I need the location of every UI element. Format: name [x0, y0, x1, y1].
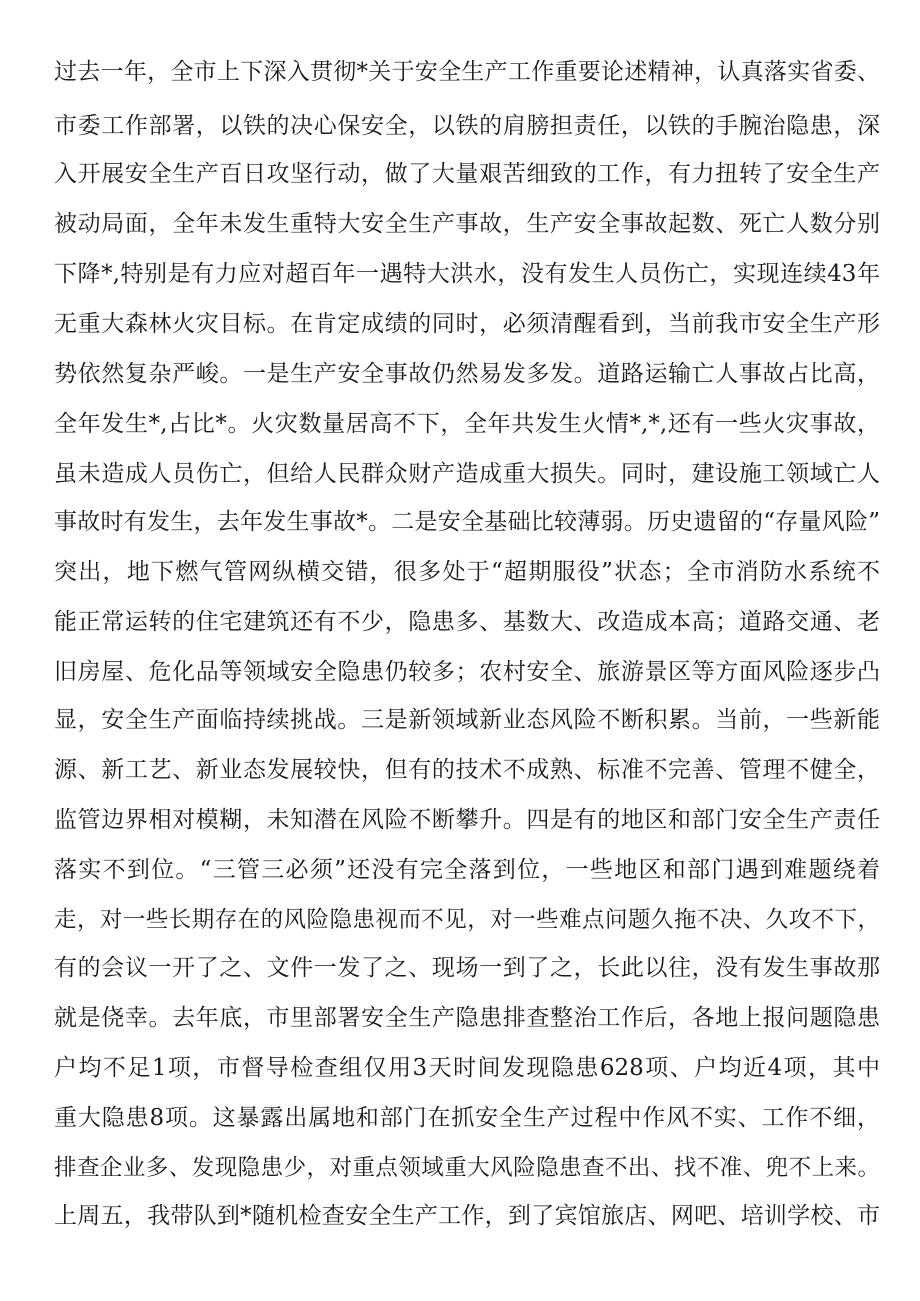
paragraph-line-13: 旧房屋、危化品等领域安全隐患仍较多；农村安全、旅游景区等方面风险逐步凸 [54, 659, 880, 685]
paragraph-line-7: 势依然复杂严峻。一是生产安全事故仍然易发多发。道路运输亡人事故占比高， [54, 361, 880, 387]
paragraph-line-20: 就是侥幸。去年底，市里部署安全生产隐患排查整治工作后，各地上报问题隐患 [54, 1005, 880, 1031]
paragraph-line-11: 突出，地下燃气管网纵横交错，很多处于“超期服役”状态；全市消防水系统不 [54, 559, 880, 585]
paragraph-line-4: 被动局面，全年未发生重特大安全生产事故，生产安全事故起数、死亡人数分别 [54, 211, 880, 237]
paragraph-line-5: 下降*,特别是有力应对超百年一遇特大洪水，没有发生人员伤亡，实现连续43年 [54, 261, 880, 287]
paragraph-line-23: 排查企业多、发现隐患少，对重点领域重大风险隐患查不出、找不准、兜不上来。 [54, 1155, 880, 1181]
paragraph-line-12: 能正常运转的住宅建筑还有不少，隐患多、基数大、改造成本高；道路交通、老 [54, 609, 880, 635]
paragraph-line-2: 市委工作部署，以铁的决心保安全，以铁的肩膀担责任，以铁的手腕治隐患，深 [54, 113, 880, 139]
paragraph-line-19: 有的会议一开了之、文件一发了之、现场一到了之，长此以往，没有发生事故那 [54, 955, 880, 981]
paragraph-line-6: 无重大森林火灾目标。在肯定成绩的同时，必须清醒看到，当前我市安全生产形 [54, 311, 880, 337]
paragraph-line-15: 源、新工艺、新业态发展较快，但有的技术不成熟、标准不完善、管理不健全， [54, 757, 880, 783]
paragraph-line-10: 事故时有发生，去年发生事故*。二是安全基础比较薄弱。历史遗留的“存量风险” [54, 509, 880, 535]
paragraph-line-14: 显，安全生产面临持续挑战。三是新领域新业态风险不断积累。当前，一些新能 [54, 707, 880, 733]
paragraph-line-18: 走，对一些长期存在的风险隐患视而不见，对一些难点问题久拖不决、久攻不下， [54, 907, 880, 933]
paragraph-line-24: 上周五，我带队到*随机检查安全生产工作，到了宾馆旅店、网吧、培训学校、市 [54, 1203, 880, 1229]
paragraph-line-16: 监管边界相对模糊，未知潜在风险不断攀升。四是有的地区和部门安全生产责任 [54, 807, 880, 833]
paragraph-line-17: 落实不到位。“三管三必须”还没有完全落到位，一些地区和部门遇到难题绕着 [54, 857, 880, 883]
paragraph-line-9: 虽未造成人员伤亡，但给人民群众财产造成重大损失。同时，建设施工领域亡人 [54, 461, 880, 487]
paragraph-line-3: 入开展安全生产百日攻坚行动，做了大量艰苦细致的工作，有力扭转了安全生产 [54, 161, 880, 187]
paragraph-line-8: 全年发生*,占比*。火灾数量居高不下，全年共发生火情*,*,还有一些火灾事故， [54, 411, 880, 437]
paragraph-line-21: 户均不足1项，市督导检查组仅用3天时间发现隐患628项、户均近4项，其中 [54, 1055, 880, 1081]
paragraph-line-22: 重大隐患8项。这暴露出属地和部门在抓安全生产过程中作风不实、工作不细， [54, 1105, 880, 1131]
paragraph-line-1: 过去一年，全市上下深入贯彻*关于安全生产工作重要论述精神，认真落实省委、 [54, 59, 880, 85]
